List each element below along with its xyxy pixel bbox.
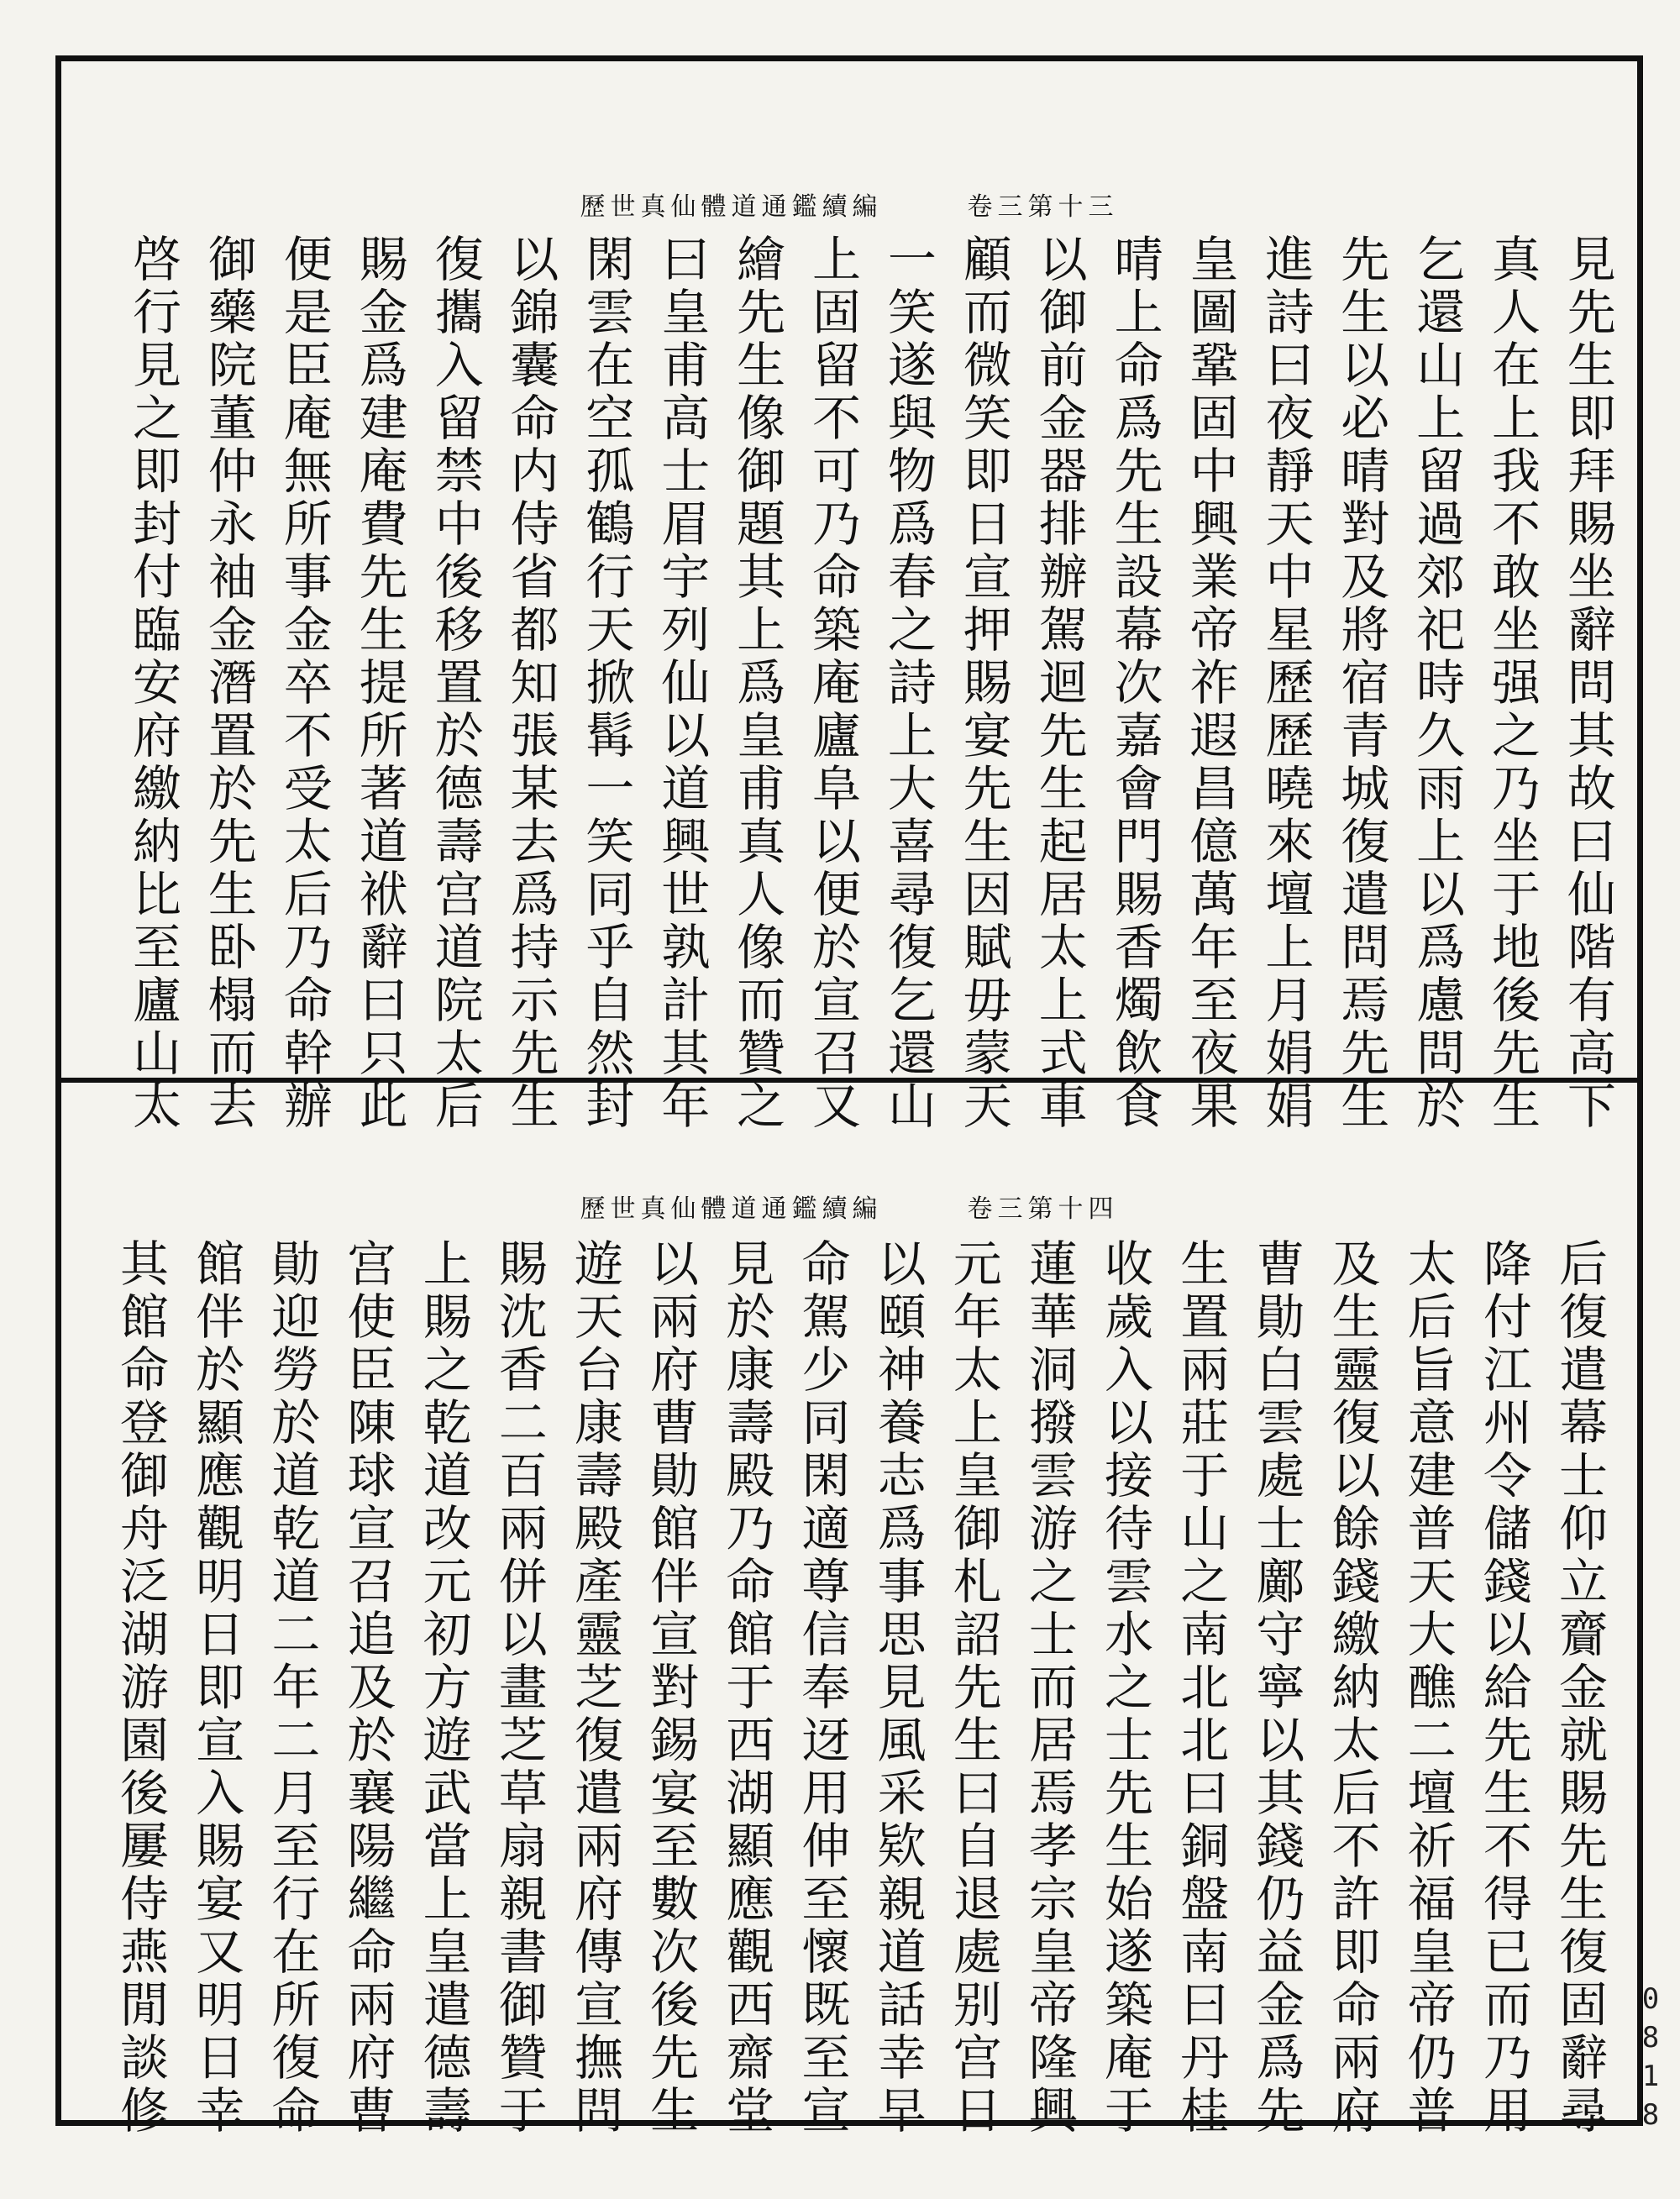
text-column: 便是臣庵無所事金卒不受太后乃命幹辦 xyxy=(275,234,333,1133)
text-column: 以錦囊命内侍省都知張某去爲持示先生 xyxy=(501,234,559,1133)
text-column: 曹勛白雲處士鄺守寧以其錢仍益金爲先 xyxy=(1247,1238,1305,2138)
text-column: 收歲入以接待雲水之士先生始遂築庵于 xyxy=(1096,1238,1154,2138)
bottom-header-title: 歷世真仙體道通鑑續編 xyxy=(580,1194,883,1224)
text-column: 生置兩莊于山之南北北曰銅盤南曰丹桂 xyxy=(1172,1238,1230,2138)
text-column: 命駕少同閑適尊信奉迓用伸至懷既至宣 xyxy=(793,1238,851,2138)
text-column: 皇圖鞏固中興業帝祚遐昌億萬年至夜果 xyxy=(1181,234,1239,1133)
text-column: 先生以必晴對及將宿青城復遣問焉先生 xyxy=(1332,234,1390,1133)
text-column: 以兩府曹勛館伴宣對錫宴至數次後先生 xyxy=(642,1238,700,2138)
text-column: 乞還山上留過郊祀時久雨上以爲慮問於 xyxy=(1408,234,1466,1133)
text-column: 真人在上我不敢坐强之乃坐于地後先生 xyxy=(1483,234,1541,1133)
text-column: 閑雲在空孤鶴行天掀髯一笑同乎自然封 xyxy=(577,234,635,1133)
top-header-title: 歷世真仙體道通鑑續編 xyxy=(580,192,883,222)
text-column: 御藥院董仲永袖金潛置於先生卧榻而去 xyxy=(199,234,257,1133)
top-header-volume: 卷三第十三 xyxy=(967,192,1119,222)
text-column: 進詩曰夜靜天中星歷歷曉來壇上月娟娟 xyxy=(1257,234,1315,1133)
text-column: 啓行見之即封付臨安府繳納比至廬山太 xyxy=(124,234,181,1133)
text-column: 復攜入留禁中後移置於德壽宫道院太后 xyxy=(426,234,484,1133)
text-column: 上賜之乾道改元初方遊武當上皇遣德壽 xyxy=(414,1238,472,2138)
text-column: 見先生即拜賜坐辭問其故曰仙階有高下 xyxy=(1558,234,1616,1133)
text-column: 曰皇甫高士眉宇列仙以道興世孰計其年 xyxy=(653,234,711,1133)
text-column: 賜金爲建庵費先生提所著道袱辭曰只此 xyxy=(350,234,408,1133)
text-column: 宫使臣陳球宣召追及於襄陽繼命兩府曹 xyxy=(339,1238,396,2138)
top-page xyxy=(61,61,1637,1133)
text-column: 繪先生像御題其上爲皇甫真人像而贊之 xyxy=(728,234,786,1133)
text-column: 一笑遂與物爲春之詩上大喜尋復乞還山 xyxy=(879,234,937,1133)
text-column: 降付江州令儲錢以給先生不得已而乃用 xyxy=(1474,1238,1532,2138)
text-column: 賜沈香二百兩併以畫芝草扇親書御贊于 xyxy=(490,1238,548,2138)
text-column: 以御前金器排辦駕迴先生起居太上式車 xyxy=(1030,234,1088,1133)
text-column: 顧而微笑即日宣押賜宴先生因賦毋蒙天 xyxy=(954,234,1012,1133)
bottom-header-volume: 卷三第十四 xyxy=(967,1194,1119,1224)
text-column: 后復遣幕士仰立齎金就賜先生復固辭尋 xyxy=(1550,1238,1608,2138)
bottom-page-header xyxy=(61,1188,1637,1225)
text-column: 蓮華洞撥雲游之士而居焉孝宗皇帝隆興 xyxy=(1020,1238,1078,2138)
text-column: 上固留不可乃命築庵廬阜以便於宣召又 xyxy=(804,234,862,1133)
text-column: 以頤神養志爲事思見風采欵親道話幸早 xyxy=(869,1238,927,2138)
text-column: 見於康壽殿乃命館于西湖顯應觀西齋堂 xyxy=(717,1238,775,2138)
text-column: 元年太上皇御札詔先生曰自退處别宫日 xyxy=(944,1238,1002,2138)
text-column: 勛迎勞於道乾道二年二月至行在所復命 xyxy=(263,1238,321,2138)
page-number: 0818 xyxy=(1634,1982,1667,2137)
top-page-text xyxy=(124,234,1616,1133)
text-column: 太后旨意建普天大醮二壇祈福皇帝仍普 xyxy=(1399,1238,1457,2138)
text-column: 晴上命爲先生設幕次嘉會門賜香燭飲食 xyxy=(1105,234,1163,1133)
text-column: 遊天台康壽殿產靈芝復遣兩府傳宣撫問 xyxy=(565,1238,623,2138)
text-column: 館伴於顯應觀明日即宣入賜宴又明日幸 xyxy=(187,1238,245,2138)
bottom-page xyxy=(61,1083,1637,2138)
text-column: 及生靈復以餘錢繳納太后不許即命兩府 xyxy=(1323,1238,1381,2138)
top-page-header xyxy=(61,186,1637,223)
bottom-page-text xyxy=(112,1238,1608,2138)
text-column: 其館命登御舟泛湖游園後屢侍燕閒談修 xyxy=(112,1238,169,2138)
